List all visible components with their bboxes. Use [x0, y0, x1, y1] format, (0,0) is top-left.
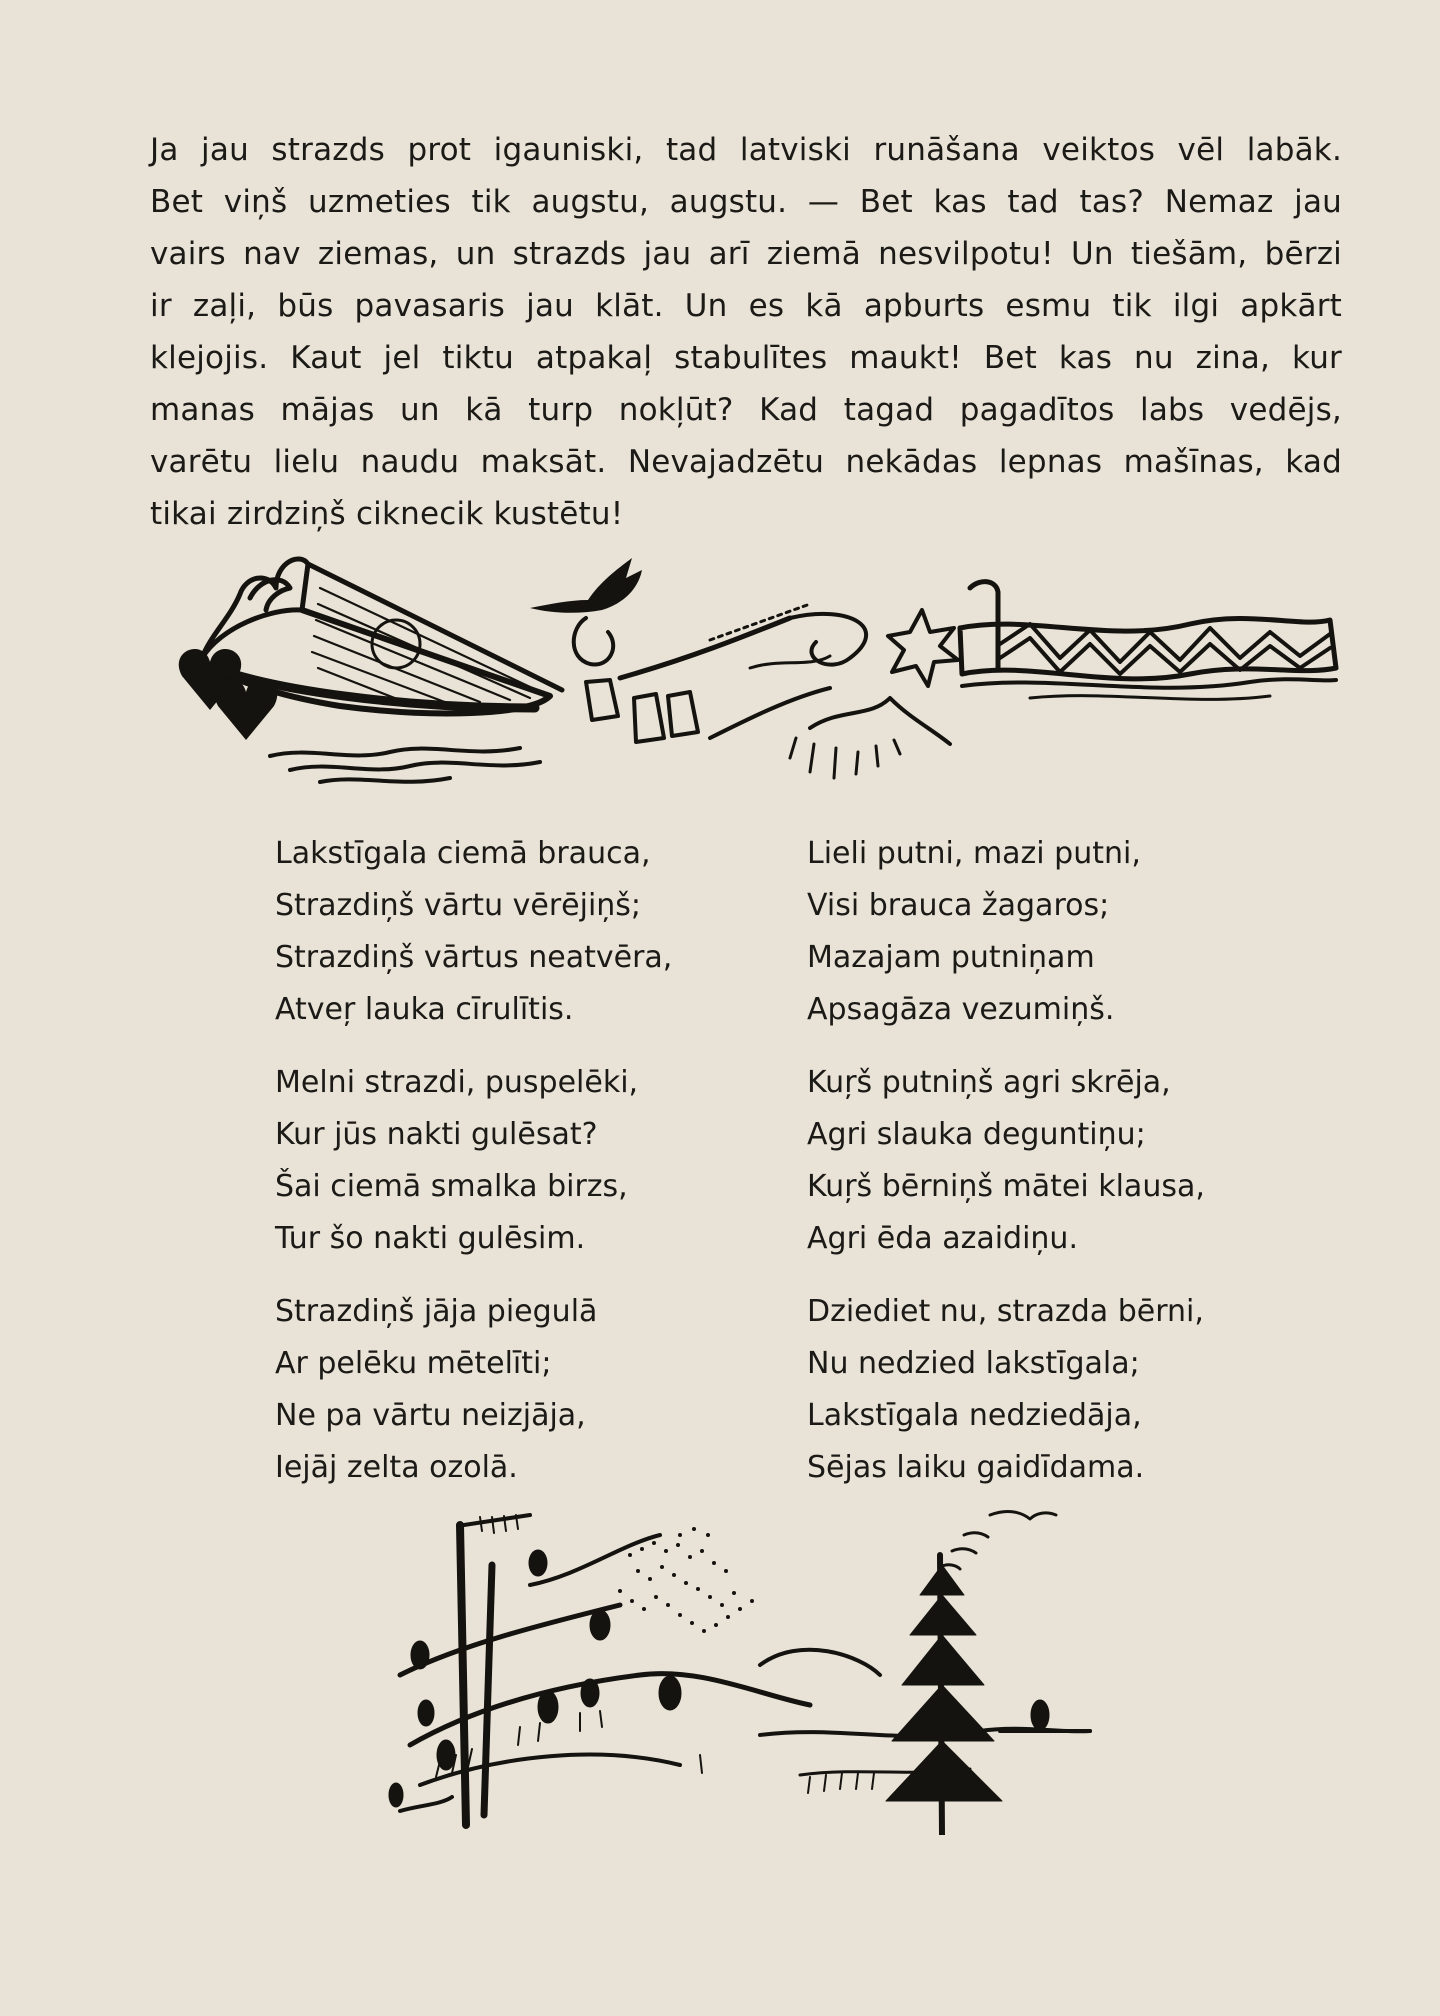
prose-line: Ja jau strazds prot igauniski, tad latviski runāšana veiktos vēl labāk. — [150, 132, 1342, 168]
prose-line: vairs nav ziemas, un strazds jau arī ziemā nesvilpotu! Un tiešām, bērzi — [150, 236, 1342, 272]
verse-line: Tur šo nakti gulēsim. — [275, 1221, 586, 1256]
prose-line: Bet viņš uzmeties tik augstu, augstu. — Bet kas tad tas? Nemaz jau — [150, 184, 1342, 220]
verse-line: Šai ciemā smalka birzs, — [275, 1169, 628, 1204]
verse-line: Visi brauca žagaros; — [807, 888, 1110, 923]
verse-line: Kuŗš bērniņš mātei klausa, — [807, 1169, 1205, 1204]
verse-line: Strazdiņš vārtus neatvēra, — [275, 940, 673, 975]
prose-line: klejojis. Kaut jel tiktu atpakaļ stabulītes maukt! Bet kas nu zina, kur — [150, 340, 1342, 376]
verse-line: Dziediet nu, strazda bērni, — [807, 1294, 1204, 1329]
verse-line: Atveŗ lauka cīrulītis. — [275, 992, 574, 1027]
verse-line: Apsagāza vezumiņš. — [807, 992, 1115, 1027]
stanza — [275, 828, 807, 1036]
poem-column-right — [807, 828, 1285, 1515]
folk-ornament-kokle-bird-icon — [150, 548, 1350, 798]
verse-line: Strazdiņš jāja piegulā — [275, 1294, 598, 1329]
stanza — [807, 1286, 1285, 1494]
poem-column-left — [275, 828, 807, 1515]
verse-line: Strazdiņš vārtu vērējiņš; — [275, 888, 642, 923]
poem-columns — [275, 828, 1285, 1515]
prose-line: varētu lielu naudu maksāt. Nevajadzētu nekādas lepnas mašīnas, kad — [150, 444, 1342, 480]
verse-line: Iejāj zelta ozolā. — [275, 1450, 518, 1485]
prose-line: tikai zirdziņš ciknecik kustētu! — [150, 496, 624, 532]
verse-line: Kuŗš putniņš agri skrēja, — [807, 1065, 1171, 1100]
verse-line: Agri ēda azaidiņu. — [807, 1221, 1078, 1256]
prose-paragraph — [150, 124, 1342, 540]
prose-line: manas mājas un kā turp nokļūt? Kad tagad pagadītos labs vedējs, — [150, 392, 1342, 428]
verse-line: Melni strazdi, puspelēki, — [275, 1065, 639, 1100]
verse-line: Ne pa vārtu neizjāja, — [275, 1398, 586, 1433]
verse-line: Agri slauka deguntiņu; — [807, 1117, 1146, 1152]
verse-line: Nu nedzied lakstīgala; — [807, 1346, 1140, 1381]
verse-line: Ar pelēku mētelīti; — [275, 1346, 552, 1381]
verse-line: Lakstīgala nedziedāja, — [807, 1398, 1142, 1433]
stanza — [275, 1057, 807, 1265]
verse-line: Kur jūs nakti gulēsat? — [275, 1117, 598, 1152]
stanza — [275, 1286, 807, 1494]
verse-line: Sējas laiku gaidīdama. — [807, 1450, 1145, 1485]
prose-line: ir zaļi, būs pavasaris jau klāt. Un es kā apburts esmu tik ilgi apkārt — [150, 288, 1342, 324]
stanza — [807, 828, 1285, 1036]
verse-line: Lakstīgala ciemā brauca, — [275, 836, 651, 871]
verse-line: Lieli putni, mazi putni, — [807, 836, 1141, 871]
stanza — [807, 1057, 1285, 1265]
birds-in-trees-vignette-icon — [380, 1505, 1110, 1835]
verse-line: Mazajam putniņam — [807, 940, 1095, 975]
